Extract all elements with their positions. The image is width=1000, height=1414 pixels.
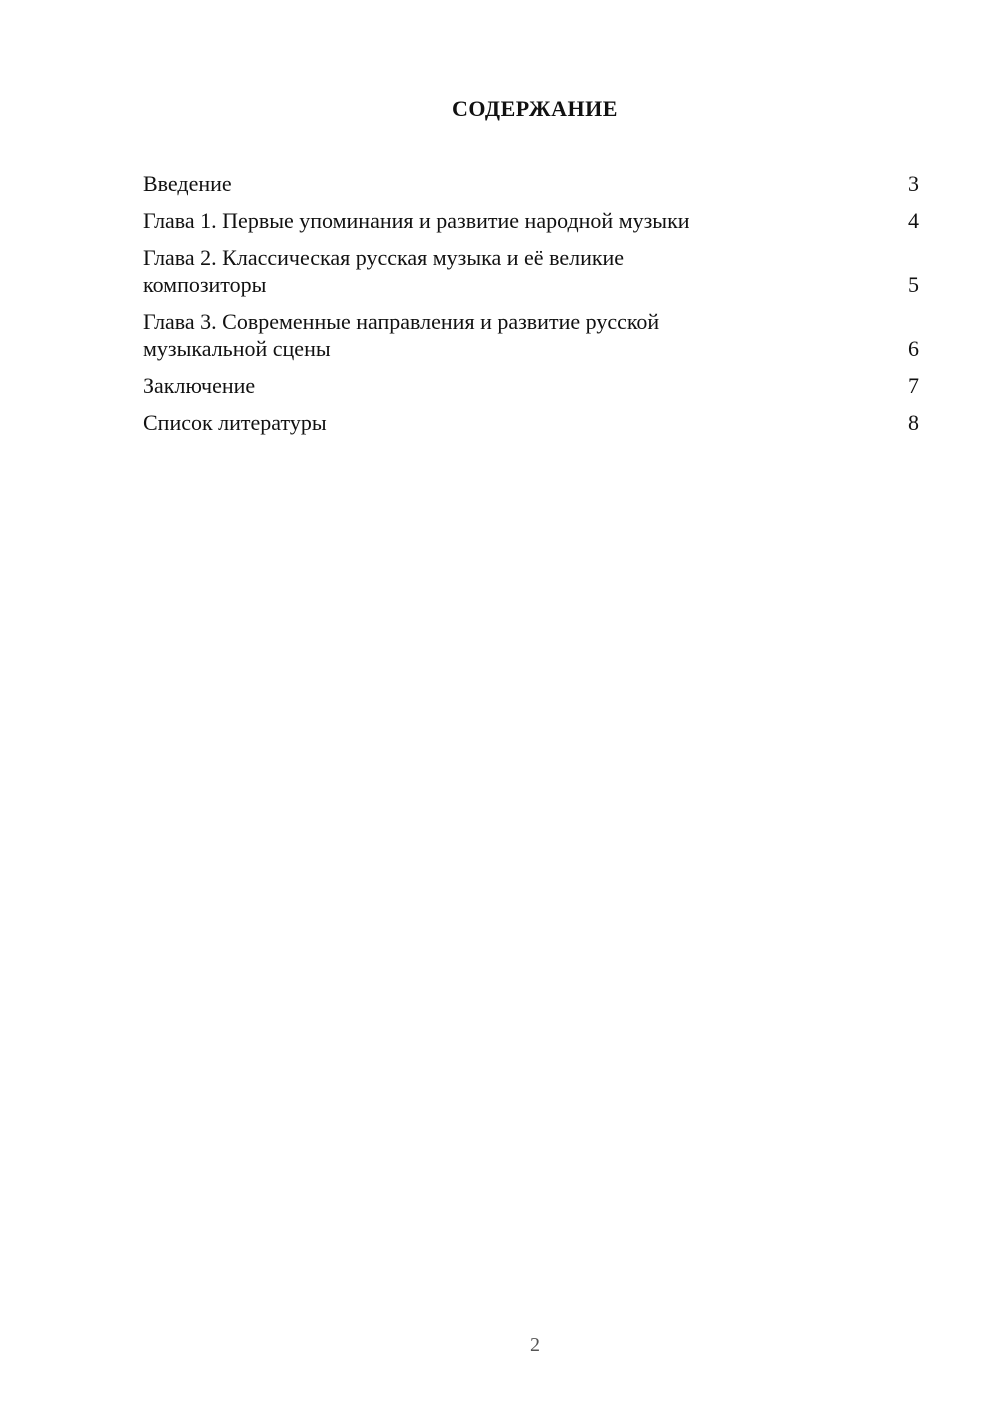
toc-entry-chapter-1[interactable] bbox=[143, 207, 919, 234]
toc-entry-references[interactable] bbox=[143, 409, 919, 436]
toc-entry-page: 6 bbox=[908, 336, 919, 361]
toc-entry-page: 3 bbox=[908, 171, 919, 196]
toc-entry-text: Заключение bbox=[143, 373, 256, 398]
toc-entry-text: Глава 1. Первые упоминания и развитие народной музыки bbox=[143, 208, 690, 233]
toc-title: СОДЕРЖАНИЕ bbox=[452, 96, 618, 121]
toc-entry-chapter-3[interactable] bbox=[143, 308, 919, 362]
toc-entry-text: Глава 3. Современные направления и развитие русской музыкальной сцены bbox=[143, 309, 660, 361]
table-of-contents bbox=[143, 170, 919, 446]
toc-entry-page: 8 bbox=[908, 410, 919, 435]
toc-entry-introduction[interactable] bbox=[143, 170, 919, 197]
toc-entry-text: Введение bbox=[143, 171, 232, 196]
toc-entry-conclusion[interactable] bbox=[143, 372, 919, 399]
toc-entry-page: 7 bbox=[908, 373, 919, 398]
toc-entry-page: 5 bbox=[908, 272, 919, 297]
toc-entry-chapter-2[interactable] bbox=[143, 244, 919, 298]
toc-entry-text: Список литературы bbox=[143, 410, 327, 435]
page-number: 2 bbox=[530, 1334, 540, 1356]
toc-entry-page: 4 bbox=[908, 208, 919, 233]
toc-entry-text: Глава 2. Классическая русская музыка и её великие композиторы bbox=[143, 245, 625, 297]
